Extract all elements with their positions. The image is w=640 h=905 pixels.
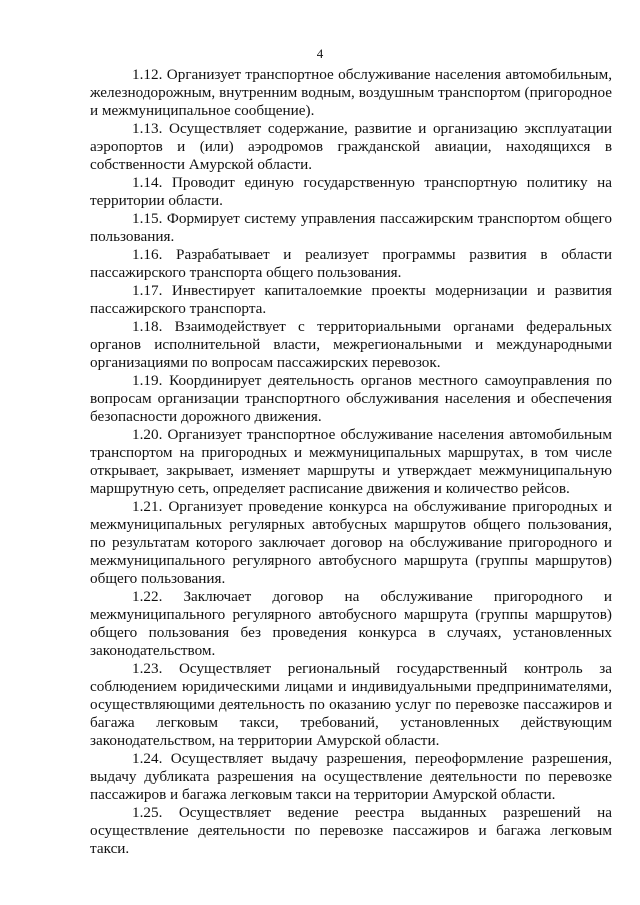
paragraph-1-18: 1.18. Взаимодействует с территориальными органами федеральных органов исполнительной власти, межрегиональными и международными организациями по вопросам пассажирских перевозок. [90,318,612,371]
paragraph-1-12: 1.12. Организует транспортное обслуживание населения автомобильным, железнодорожным, внутренним водным, воздушным транспортом (пригородное и межмуниципальное сообщение). [90,66,612,119]
paragraph-1-23: 1.23. Осуществляет региональный государственный контроль за соблюдением юридическими лицами и индивидуальными предпринимателями, осуществляющими деятельность по оказанию услуг по перевозке пассажиров и багажа легковым такси, требований, установленных действующим законодательством, на территории Амурской области. [90,660,612,749]
paragraph-1-24: 1.24. Осуществляет выдачу разрешения, переоформление разрешения, выдачу дубликата разрешения на осуществление деятельности по перевозке пассажиров и багажа легковым такси на территории Амурской области. [90,750,612,803]
paragraph-1-25: 1.25. Осуществляет ведение реестра выданных разрешений на осуществление деятельности по перевозке пассажиров и багажа легковым такси. [90,804,612,857]
paragraph-1-21: 1.21. Организует проведение конкурса на обслуживание пригородных и межмуниципальных регулярных автобусных маршрутов общего пользования, по результатам которого заключает договор на обслуживание пригородного и межмуниципального регулярного автобусного маршрута (группы маршрутов) общего пользования. [90,498,612,587]
page-number: 4 [316,46,324,61]
paragraph-1-14: 1.14. Проводит единую государственную транспортную политику на территории области. [90,174,612,209]
paragraph-1-16: 1.16. Разрабатывает и реализует программы развития в области пассажирского транспорта общего пользования. [90,246,612,281]
paragraph-1-22: 1.22. Заключает договор на обслуживание пригородного и межмуниципального регулярного автобусного маршрута (группы маршрутов) общего пользования без проведения конкурса в случаях, установленных законодательством. [90,588,612,659]
paragraph-1-17: 1.17. Инвестирует капиталоемкие проекты модернизации и развития пассажирского транспорта. [90,282,612,317]
paragraph-1-15: 1.15. Формирует систему управления пассажирским транспортом общего пользования. [90,210,612,245]
paragraph-1-20: 1.20. Организует транспортное обслуживание населения автомобильным транспортом на пригородных и межмуниципальных маршрутах, в том числе открывает, закрывает, изменяет маршруты и утверждает межмуниципальную маршрутную сеть, определяет расписание движения и количество рейсов. [90,426,612,497]
paragraph-1-19: 1.19. Координирует деятельность органов местного самоуправления по вопросам организации транспортного обслуживания населения и обеспечения безопасности дорожного движения. [90,372,612,425]
document-body [90,66,612,858]
paragraph-1-13: 1.13. Осуществляет содержание, развитие и организацию эксплуатации аэропортов и (или) аэродромов гражданской авиации, находящихся в собственности Амурской области. [90,120,612,173]
